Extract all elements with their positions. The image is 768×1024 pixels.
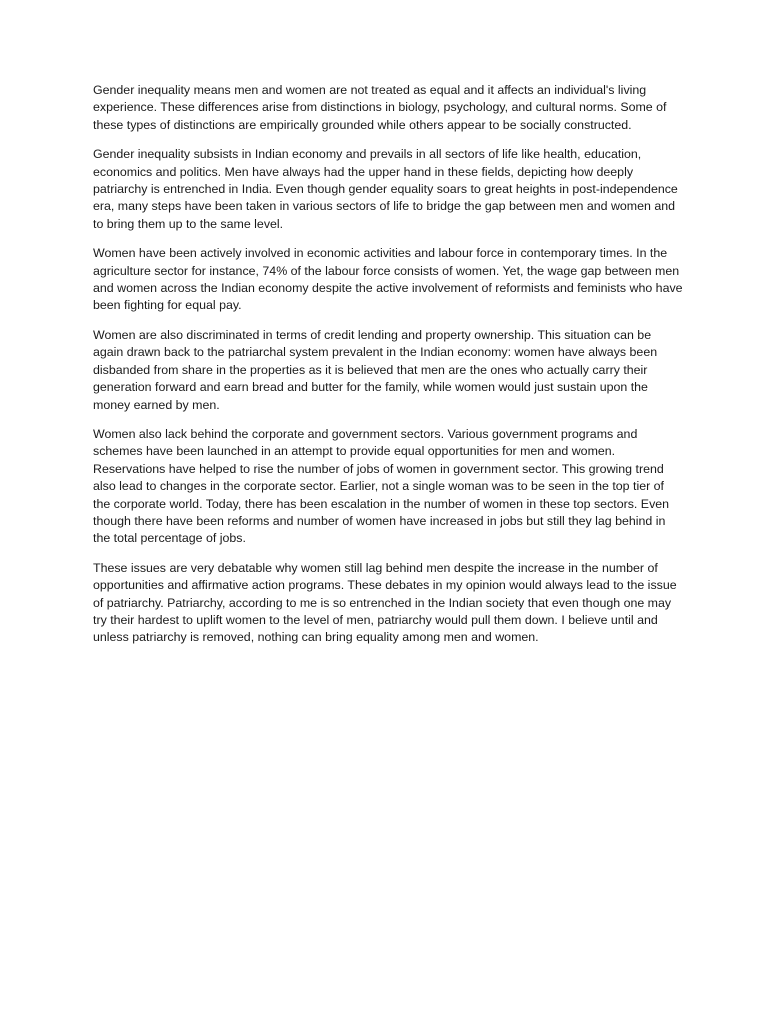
paragraph-2: Gender inequality subsists in Indian economy and prevails in all sectors of life like health, education, economics and politics. Men have always had the upper hand in these fields, depicting how deeply patriarchy is entrenched in India. Even though gender equality soars to great heights in post-independence era, many steps have been taken in various sectors of life to bridge the gap between men and women and to bring them up to the same level. — [93, 147, 678, 231]
paragraph-6: These issues are very debatable why women still lag behind men despite the increase in the number of opportunities and affirmative action programs. These debates in my opinion would always lead to the issue of patriarchy. Patriarchy, according to me is so entrenched in the Indian society that even though one may try their hardest to uplift women to the level of men, patriarchy would pull them down. I believe until and unless patriarchy is removed, nothing can bring equality among men and women. — [93, 560, 677, 645]
paragraph-1: Gender inequality means men and women are not treated as equal and it affects an individual's living experience. These differences arise from distinctions in biology, psychology, and cultural norms. Some of these types of distinctions are empirically grounded while others appear to be socially constructed. — [93, 83, 667, 132]
paragraph-3: Women have been actively involved in economic activities and labour force in contemporary times. In the agriculture sector for instance, 74% of the labour force consists of women. Yet, the wage gap between men and women across the Indian economy despite the active involvement of reformists and feminists who have been fighting for equal pay. — [93, 246, 683, 313]
document-body — [93, 82, 683, 659]
paragraph-5: Women also lack behind the corporate and government sectors. Various government programs and schemes have been launched in an attempt to provide equal opportunities for men and women. Reservations have helped to rise the number of jobs of women in government sector. This growing trend also lead to changes in the corporate sector. Earlier, not a single woman was to be seen in the top tier of the corporate world. Today, there has been escalation in the number of women in these top sectors. Even though there have been reforms and number of women have increased in jobs but still they lag behind in the total percentage of jobs. — [93, 426, 670, 546]
paragraph-4: Women are also discriminated in terms of credit lending and property ownership. This situation can be again drawn back to the patriarchal system prevalent in the Indian economy: women have always been disbanded from share in the properties as it is believed that men are the ones who actually carry their generation forward and earn bread and butter for the family, while women would just sustain upon the money earned by men. — [93, 327, 658, 412]
